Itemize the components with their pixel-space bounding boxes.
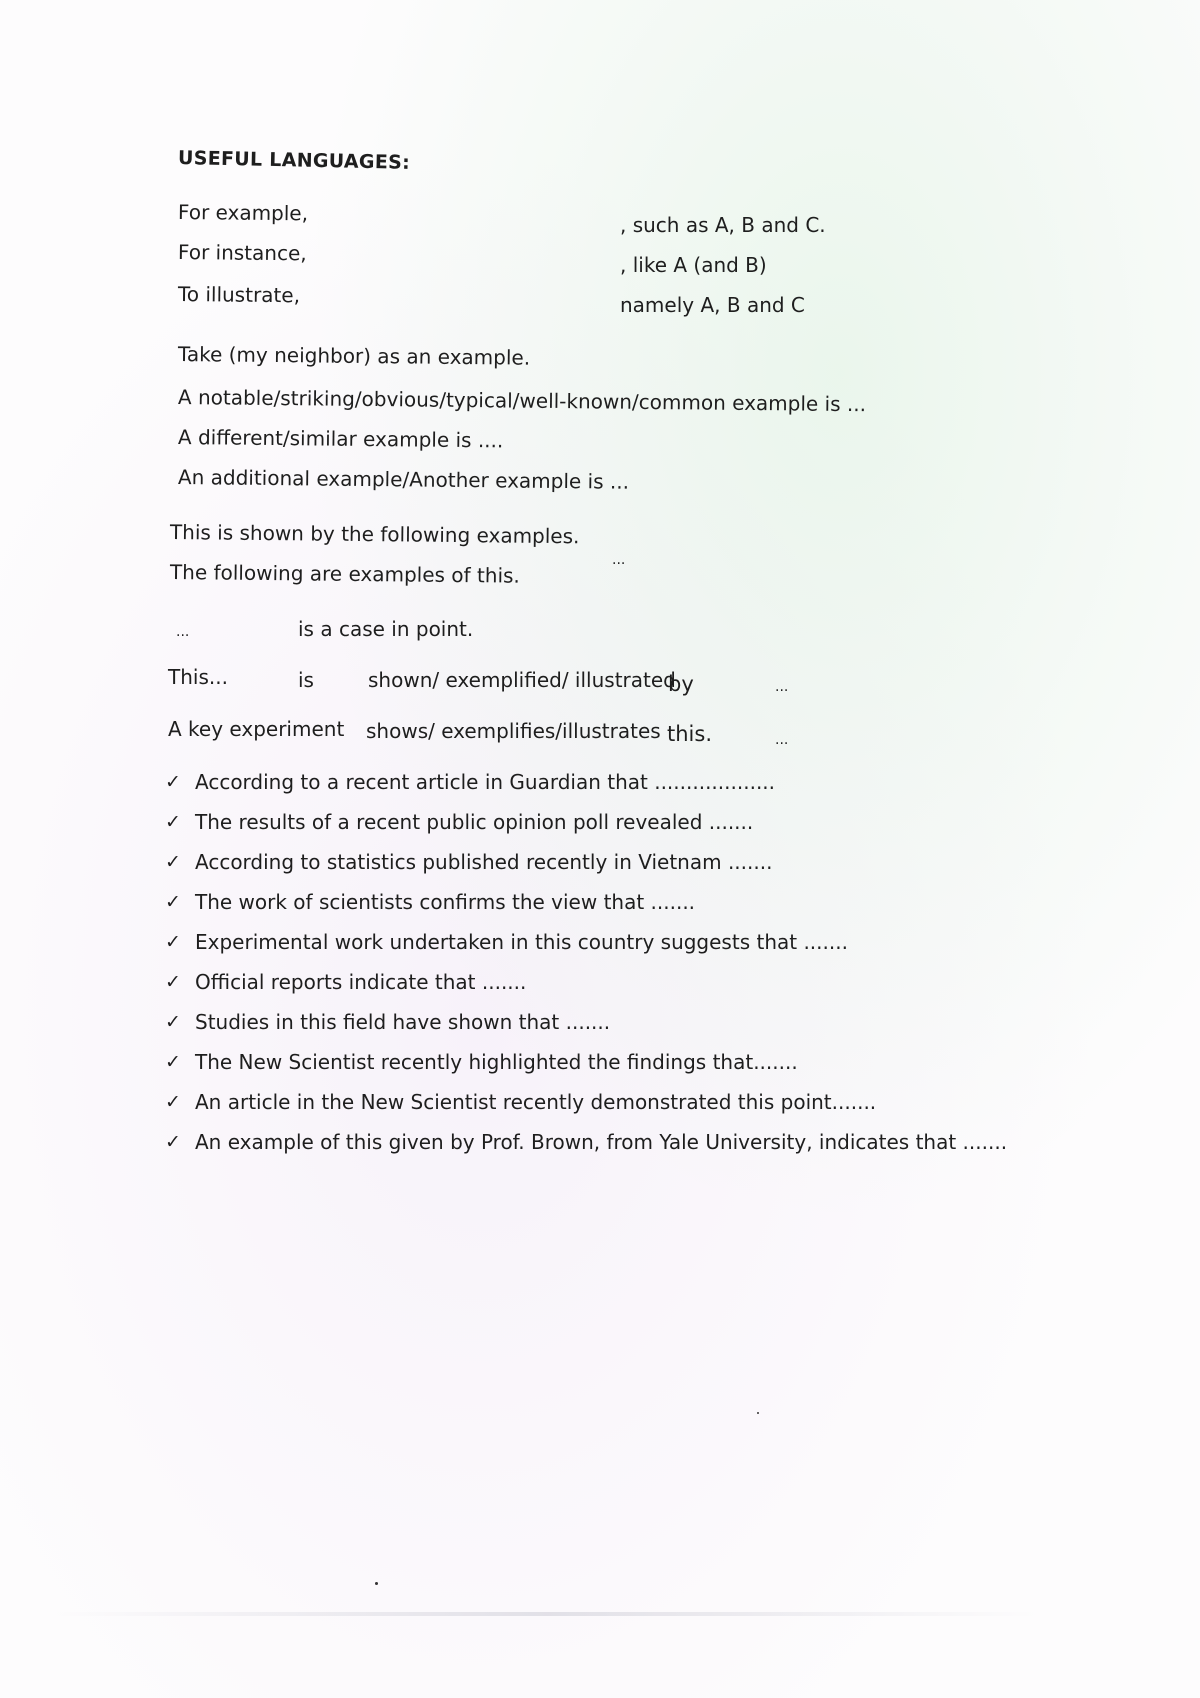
- table-row1-col4: by: [668, 672, 694, 696]
- table-row1-col1: This...: [168, 665, 228, 689]
- check-icon: ✓: [165, 971, 181, 993]
- check-icon: ✓: [165, 771, 181, 793]
- check-icon: ✓: [165, 1131, 181, 1153]
- scan-edge-shadow: [55, 1612, 1040, 1616]
- example-phrase-4: An additional example/Another example is ...: [177, 465, 630, 494]
- scan-speck: [757, 1412, 759, 1414]
- case-lead-ellipsis: ...: [176, 624, 190, 640]
- shown-phrase-2: The following are examples of this.: [169, 560, 520, 588]
- check-icon: ✓: [165, 1011, 181, 1033]
- case-in-point: is a case in point.: [298, 617, 474, 641]
- scan-speck: [375, 1582, 378, 1585]
- intro-left-1: For example,: [177, 200, 309, 226]
- check-icon: ✓: [165, 811, 181, 833]
- shown-phrase-1: This is shown by the following examples.: [169, 520, 580, 549]
- table-row2-col3: shows/ exemplifies/illustrates: [366, 719, 661, 743]
- table-row1-col2: is: [298, 668, 314, 692]
- example-phrase-2: A notable/striking/obvious/typical/well-known/common example is ...: [177, 385, 867, 417]
- example-phrase-1: Take (my neighbor) as an example.: [177, 342, 531, 370]
- table-row1-col3: shown/ exemplified/ illustrated: [368, 668, 676, 692]
- table-row2-col4: this.: [667, 722, 712, 746]
- scanned-page: USEFUL LANGUAGES: For example, For instance, To illustrate, , such as A, B and C. , like A (and B) namely A, B and C Take (my neighbor) as an example. A notable/striking/obvious/typical/well-known/common example is ... A different/similar example is .... An additional example/Another example is ... This is shown by the following examples. The following are examples of this. ... ... is a case in point. This... is shown/ exemplified/ illustrated by ... A key experiment shows/ exemplifies/illustrates this. ... ✓ According to a recent article in Guardian that ................... ✓ The results of a recent public opinion poll revealed ....... ✓ According to statistics published recently in Vietnam ....... ✓ The work of scientists confirms the view that ....... ✓ Experimental work undertaken in this country suggests that ....... ✓ Official reports indicate that ....... ✓ Studies in this field have shown that ....... ✓ The New Scientist recently highlighted the findings that....... ✓ An article in the New Scientist recently demonstrated this point....... ✓ An example of this given by Prof. Brown, from Yale University, indicates that .......: [0, 0, 1200, 1698]
- intro-left-3: To illustrate,: [177, 282, 301, 308]
- floating-ellipsis: ...: [612, 552, 626, 568]
- table-row1-col5: ...: [775, 679, 789, 695]
- check-icon: ✓: [165, 931, 181, 953]
- intro-left-2: For instance,: [177, 240, 307, 266]
- check-icon: ✓: [165, 851, 181, 873]
- check-icon: ✓: [165, 1091, 181, 1113]
- intro-right-1: , such as A, B and C.: [620, 213, 826, 237]
- page-heading: USEFUL LANGUAGES:: [177, 147, 411, 174]
- example-phrase-3: A different/similar example is ....: [177, 425, 504, 453]
- check-icon: ✓: [165, 891, 181, 913]
- table-row2-col5: ...: [775, 732, 789, 748]
- intro-right-3: namely A, B and C: [620, 293, 805, 317]
- table-row2-col1: A key experiment: [168, 717, 345, 741]
- check-icon: ✓: [165, 1051, 181, 1073]
- intro-right-2: , like A (and B): [620, 253, 767, 277]
